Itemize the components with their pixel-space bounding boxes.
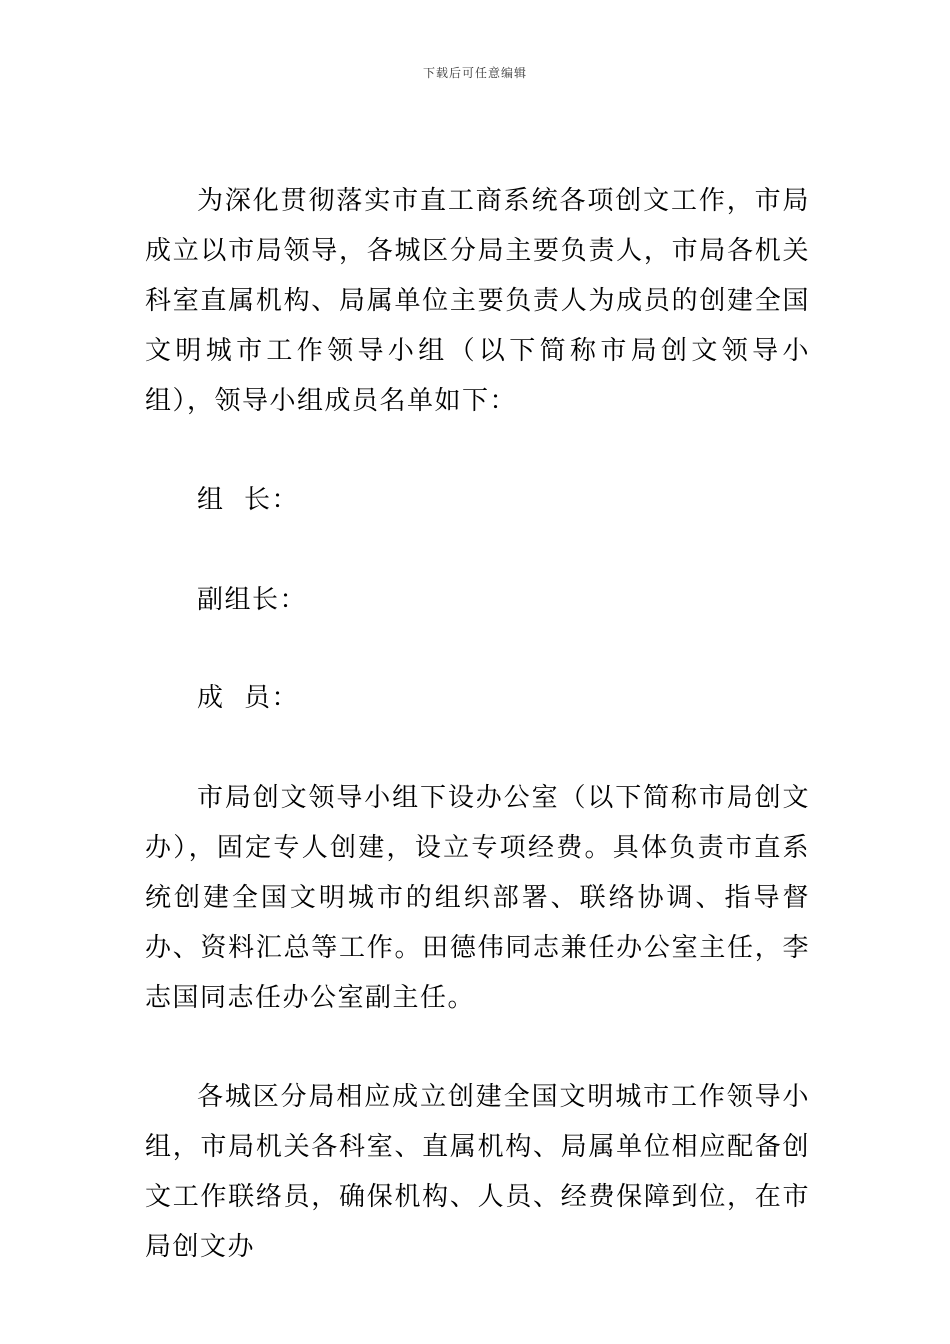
members-line <box>145 673 810 723</box>
paragraph-text: 各城区分局相应成立创建全国文明城市工作领导小组，市局机关各科室、直属机构、局属单位相应配备创文工作联络员，确保机构、人员、经费保障到位，在市局创文办 <box>145 1082 810 1262</box>
paragraph-text: 为深化贯彻落实市直工商系统各项创文工作，市局成立以市局领导，各城区分局主要负责人，市局各机关科室直属机构、局属单位主要负责人为成员的创建全国文明城市工作领导小组（以下简称市局创文领导小组），领导小组成员名单如下： <box>145 186 810 416</box>
leader-label: 组 长： <box>197 485 300 515</box>
header-note: 下载后可任意编辑 <box>422 66 527 80</box>
paragraph-office <box>145 773 810 1023</box>
deputy-leader-label: 副组长： <box>197 585 308 615</box>
deputy-leader-line <box>145 575 810 625</box>
paragraph-branches <box>145 1072 810 1272</box>
members-label: 成 员： <box>197 683 300 713</box>
paragraph-text: 市局创文领导小组下设办公室（以下简称市局创文办），固定专人创建，设立专项经费。具体负责市直系统创建全国文明城市的组织部署、联络协调、指导督办、资料汇总等工作。田德伟同志兼任办公室主任，李志国同志任办公室副主任。 <box>145 783 810 1013</box>
leader-line <box>145 475 810 525</box>
paragraph-intro <box>145 176 810 426</box>
